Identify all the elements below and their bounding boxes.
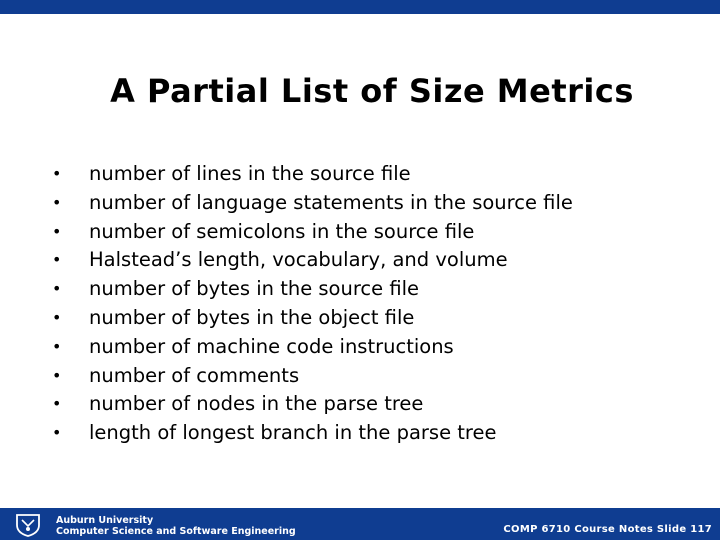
bullet-item bbox=[52, 390, 573, 419]
bullet-text: Halstead’s length, vocabulary, and volume bbox=[89, 248, 508, 272]
bullet-item bbox=[52, 160, 573, 189]
bullet-text: number of nodes in the parse tree bbox=[89, 392, 424, 416]
footer-org-line1: Auburn University bbox=[56, 515, 154, 526]
footer-org-line2: Computer Science and Software Engineering bbox=[56, 526, 296, 537]
bullet-item bbox=[52, 304, 573, 333]
bullet-text: number of bytes in the source file bbox=[89, 277, 420, 301]
bullet-text: length of longest branch in the parse tree bbox=[89, 421, 497, 445]
footer-bar bbox=[0, 508, 720, 540]
bullet-icon: • bbox=[52, 164, 62, 183]
bullet-item bbox=[52, 275, 573, 304]
university-logo-icon bbox=[14, 511, 42, 537]
slide-title: A Partial List of Size Metrics bbox=[110, 72, 634, 110]
bullet-icon: • bbox=[52, 192, 62, 212]
bullet-icon: • bbox=[52, 423, 62, 443]
bullet-text: number of language statements in the source file bbox=[89, 190, 573, 214]
bullet-item bbox=[52, 218, 573, 247]
footer-slide-label: COMP 6710 Course Notes Slide 117 bbox=[503, 524, 712, 535]
bullet-icon: • bbox=[52, 307, 62, 327]
bullet-list bbox=[52, 160, 573, 448]
bullet-item bbox=[52, 333, 573, 362]
bullet-item bbox=[52, 362, 573, 391]
bullet-icon: • bbox=[52, 336, 62, 356]
bullet-text: number of machine code instructions bbox=[89, 334, 454, 358]
bullet-icon: • bbox=[52, 365, 62, 385]
bullet-icon: • bbox=[52, 394, 62, 414]
bullet-text: number of lines in the source file bbox=[89, 162, 411, 185]
bullet-item bbox=[52, 419, 573, 448]
bullet-icon: • bbox=[52, 279, 62, 299]
bullet-icon: • bbox=[52, 221, 62, 241]
bullet-text: number of semicolons in the source file bbox=[89, 219, 475, 243]
bullet-icon: • bbox=[52, 250, 62, 270]
bullet-text: number of comments bbox=[89, 363, 300, 387]
bullet-text: number of bytes in the object file bbox=[89, 305, 415, 329]
header-bar bbox=[0, 0, 720, 14]
bullet-item bbox=[52, 246, 573, 275]
footer-org bbox=[56, 515, 296, 537]
bullet-item bbox=[52, 189, 573, 218]
